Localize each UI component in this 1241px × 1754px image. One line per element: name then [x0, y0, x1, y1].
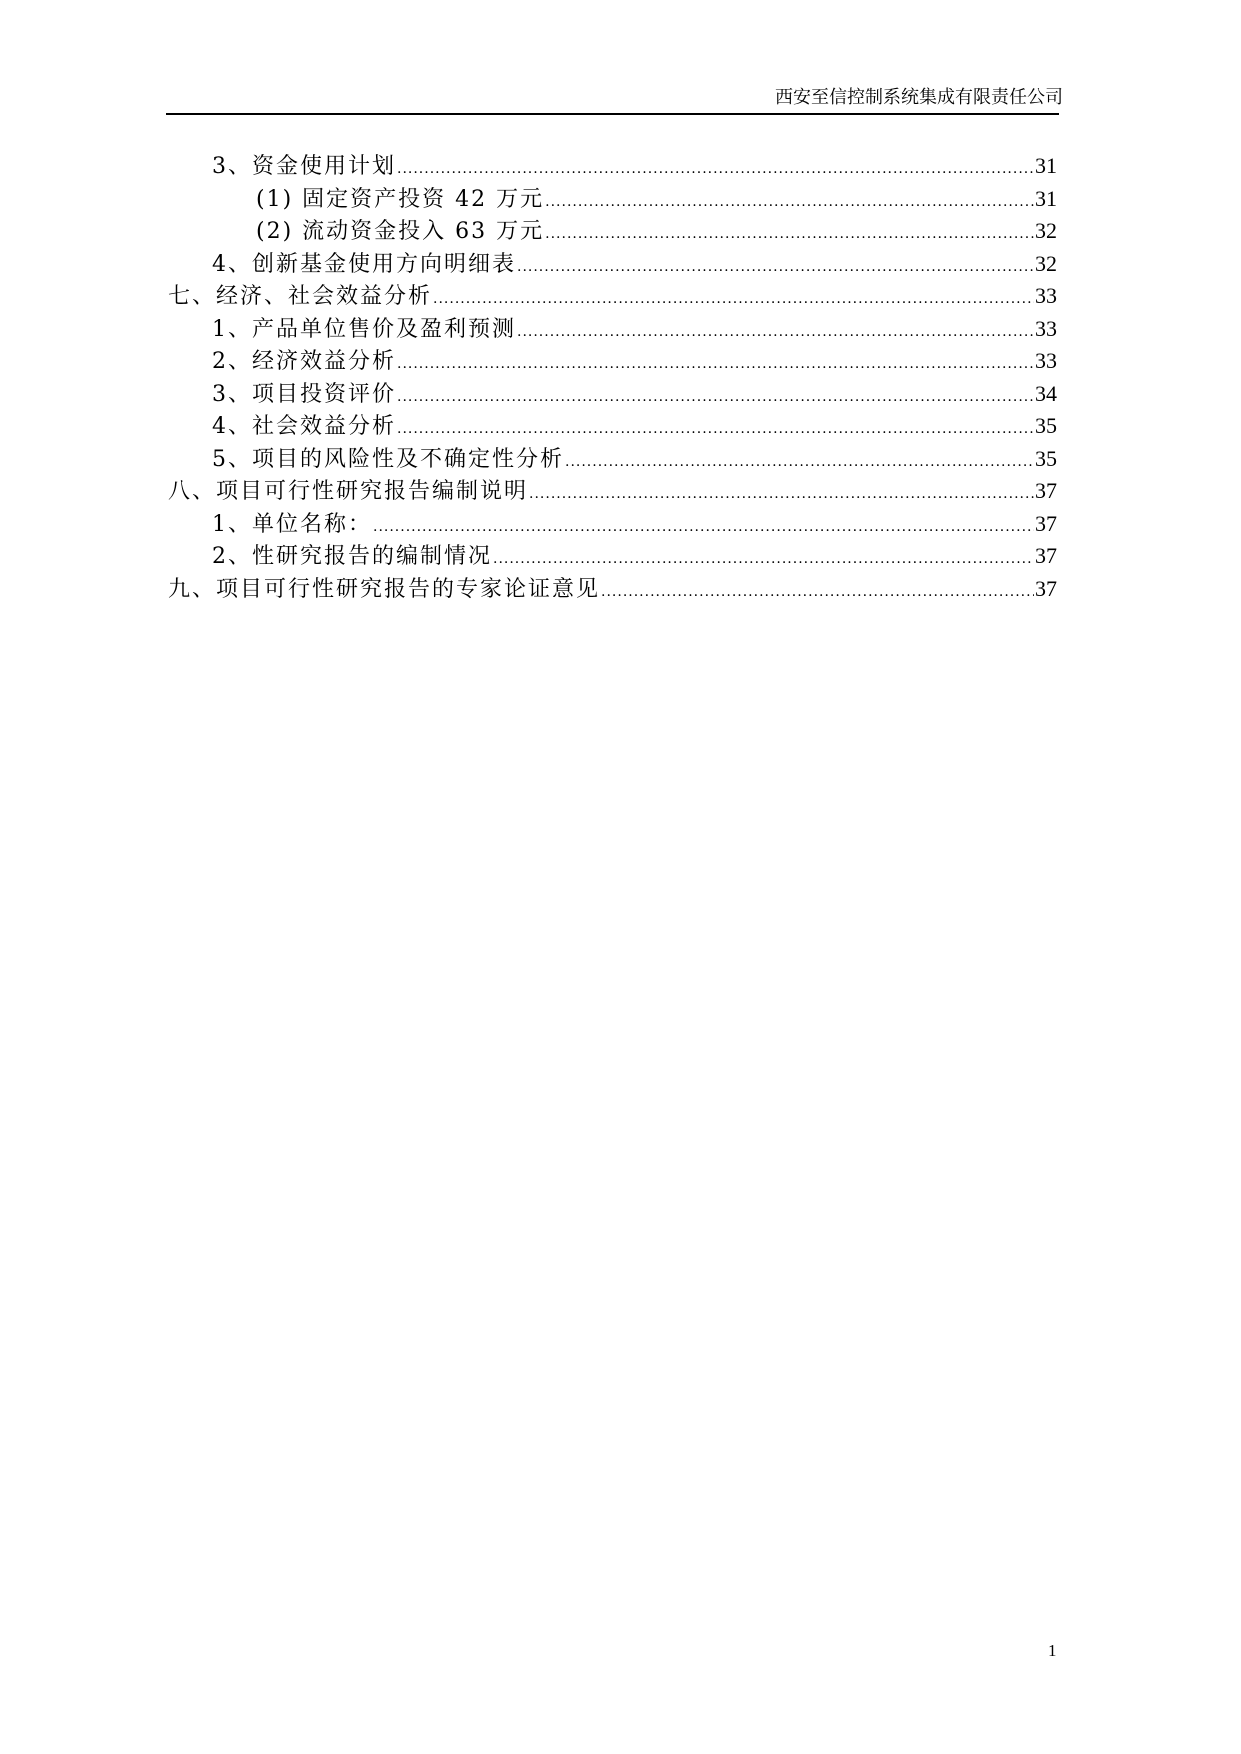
toc-entry[interactable] [168, 150, 1057, 183]
toc-entry-leader [601, 576, 1034, 609]
toc-entry-page: 31 [1035, 185, 1057, 211]
toc-entry-leader [397, 413, 1034, 446]
page-number: 1 [1048, 1641, 1057, 1660]
toc-entry-page: 37 [1035, 510, 1057, 536]
header-rule [166, 113, 1059, 115]
toc-entry-page: 33 [1035, 348, 1057, 373]
toc-entry-leader [565, 446, 1034, 479]
toc-entry-title: 七、经济、社会效益分析 [168, 284, 433, 309]
toc-entry-title: 5、项目的风险性及不确定性分析 [212, 446, 564, 472]
toc-entry-page: 33 [1035, 283, 1057, 308]
toc-entry[interactable] [168, 280, 1057, 313]
toc-entry-title: 3、资金使用计划 [212, 154, 396, 179]
toc-entry-leader [529, 478, 1034, 511]
toc-entry-title: 4、社会效益分析 [212, 414, 396, 439]
toc-entry-title: 3、项目投资评价 [212, 381, 396, 407]
toc-entry-leader [545, 218, 1034, 251]
toc-entry[interactable] [168, 410, 1057, 443]
toc-entry[interactable] [168, 248, 1057, 281]
toc-entry-title: 4、创新基金使用方向明细表 [212, 251, 516, 277]
toc-entry-title: (2) 流动资金投入 63 万元 [256, 219, 545, 244]
toc-entry[interactable] [168, 573, 1057, 606]
toc-entry[interactable] [168, 215, 1057, 248]
toc-entry[interactable] [168, 508, 1057, 541]
toc-entry[interactable] [168, 345, 1057, 378]
toc-entry-leader [493, 543, 1034, 576]
toc-entry-leader [373, 511, 1034, 544]
toc-entry-title: 1、单位名称： [212, 511, 372, 537]
toc-entry-title: 八、项目可行性研究报告编制说明 [168, 479, 529, 504]
toc-entry-leader [397, 153, 1034, 186]
toc-entry[interactable] [168, 378, 1057, 411]
toc-entry-title: 1、产品单位售价及盈利预测 [212, 316, 516, 342]
toc-entry-page: 37 [1035, 478, 1057, 503]
table-of-contents [168, 150, 1057, 605]
toc-entry-leader [545, 186, 1034, 219]
toc-entry-title: 2、性研究报告的编制情况 [212, 544, 492, 569]
toc-entry-page: 33 [1035, 315, 1057, 341]
toc-entry-leader [397, 381, 1034, 414]
header-company-name: 西安至信控制系统集成有限责任公司 [775, 87, 1063, 108]
toc-entry-title: (1) 固定资产投资 42 万元 [256, 186, 545, 212]
toc-entry-page: 35 [1035, 445, 1057, 471]
toc-entry-page: 32 [1035, 250, 1057, 276]
toc-entry[interactable] [168, 540, 1057, 573]
toc-entry-page: 37 [1035, 543, 1057, 568]
toc-entry-page: 31 [1035, 153, 1057, 178]
toc-entry[interactable] [168, 443, 1057, 476]
toc-entry[interactable] [168, 313, 1057, 346]
toc-entry[interactable] [168, 475, 1057, 508]
toc-entry-leader [517, 316, 1034, 349]
toc-entry-page: 37 [1035, 575, 1057, 601]
toc-entry[interactable] [168, 183, 1057, 216]
toc-entry-leader [433, 283, 1034, 316]
toc-entry-leader [397, 348, 1034, 381]
toc-entry-page: 32 [1035, 218, 1057, 243]
toc-entry-title: 九、项目可行性研究报告的专家论证意见 [168, 576, 601, 602]
toc-entry-leader [517, 251, 1034, 284]
toc-entry-title: 2、经济效益分析 [212, 349, 396, 374]
toc-entry-page: 34 [1035, 380, 1057, 406]
toc-entry-page: 35 [1035, 413, 1057, 438]
